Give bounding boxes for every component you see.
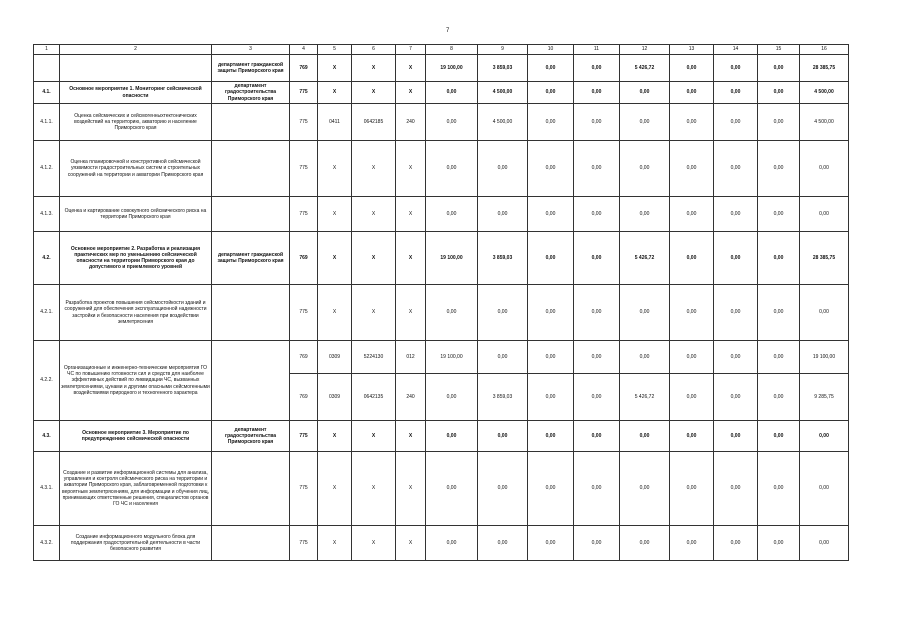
cell-value: 0,00	[670, 526, 714, 561]
cell-vr: X	[396, 55, 426, 82]
cell-cs: X	[352, 452, 396, 526]
activity-name	[60, 55, 212, 82]
responsible-department	[212, 197, 290, 232]
cell-value: 0,00	[758, 232, 800, 285]
cell-value: 0,00	[574, 82, 620, 104]
activity-name: Организационные и инженерно-технические мероприятия ГО ЧС по повышению готовности сил и средств для наиболее эффективных действий по ликвидации ЧС, вызванных землетрясениями, цунами и другими опасными сейсмогенными воздействиями природного и техногенного характера	[60, 341, 212, 421]
cell-cs: X	[352, 232, 396, 285]
cell-vr: X	[396, 421, 426, 452]
cell-value: 0,00	[758, 104, 800, 141]
cell-total: 19 100,00	[800, 341, 849, 374]
cell-value: 0,00	[758, 55, 800, 82]
cell-value: 0,00	[620, 285, 670, 341]
column-number-row	[34, 45, 849, 55]
table-row	[34, 104, 849, 141]
cell-value: 0,00	[670, 285, 714, 341]
cell-cs: 0642135	[352, 374, 396, 421]
cell-value: 0,00	[528, 232, 574, 285]
cell-value: 0,00	[426, 285, 478, 341]
cell-value: 0,00	[574, 285, 620, 341]
cell-grbs: 775	[290, 141, 318, 197]
table-row	[34, 421, 849, 452]
cell-grbs: 775	[290, 82, 318, 104]
cell-grbs: 769	[290, 341, 318, 374]
cell-value: 0,00	[758, 82, 800, 104]
table-row	[34, 197, 849, 232]
cell-cs: 0642185	[352, 104, 396, 141]
cell-value: 0,00	[620, 82, 670, 104]
cell-value: 0,00	[426, 421, 478, 452]
cell-value: 0,00	[478, 141, 528, 197]
cell-value: 0,00	[528, 285, 574, 341]
activity-name: Оценка планировочной и конструктивной сейсмической уязвимости градостроительных систем и строительных сооружений на территории и акватории Приморского края	[60, 141, 212, 197]
page-number: 7	[446, 28, 450, 34]
table-row	[34, 452, 849, 526]
cell-value: 0,00	[426, 374, 478, 421]
cell-value: 0,00	[670, 104, 714, 141]
responsible-department	[212, 285, 290, 341]
cell-total: 0,00	[800, 526, 849, 561]
cell-value: 0,00	[714, 526, 758, 561]
cell-rz: X	[318, 141, 352, 197]
cell-grbs: 775	[290, 526, 318, 561]
cell-cs: X	[352, 526, 396, 561]
cell-total: 9 285,75	[800, 374, 849, 421]
cell-value: 0,00	[714, 141, 758, 197]
cell-value: 0,00	[670, 82, 714, 104]
cell-cs: X	[352, 421, 396, 452]
column-header: 16	[800, 45, 849, 55]
cell-value: 0,00	[670, 232, 714, 285]
row-number: 4.1.1.	[34, 104, 60, 141]
cell-value: 0,00	[714, 452, 758, 526]
cell-value: 0,00	[426, 197, 478, 232]
cell-rz: 0309	[318, 341, 352, 374]
cell-value: 0,00	[670, 341, 714, 374]
column-header: 10	[528, 45, 574, 55]
cell-value: 0,00	[574, 232, 620, 285]
cell-value: 0,00	[758, 421, 800, 452]
row-number: 4.3.2.	[34, 526, 60, 561]
cell-value: 0,00	[528, 82, 574, 104]
cell-value: 0,00	[620, 341, 670, 374]
responsible-department	[212, 141, 290, 197]
cell-grbs: 769	[290, 55, 318, 82]
responsible-department	[212, 104, 290, 141]
column-header: 3	[212, 45, 290, 55]
cell-value: 0,00	[574, 104, 620, 141]
cell-value: 0,00	[478, 526, 528, 561]
responsible-department	[212, 452, 290, 526]
row-number	[34, 55, 60, 82]
activity-name: Основное мероприятие 2. Разработка и реализация практических мер по уменьшению сейсмической опасности на территории Приморского края до допустимого и приемлемого уровней	[60, 232, 212, 285]
cell-grbs: 775	[290, 452, 318, 526]
cell-value: 0,00	[714, 82, 758, 104]
column-header: 5	[318, 45, 352, 55]
row-number: 4.1.	[34, 82, 60, 104]
cell-value: 3 859,03	[478, 374, 528, 421]
cell-total: 0,00	[800, 285, 849, 341]
cell-rz: X	[318, 55, 352, 82]
cell-grbs: 775	[290, 104, 318, 141]
cell-value: 0,00	[478, 197, 528, 232]
cell-value: 0,00	[528, 197, 574, 232]
cell-value: 3 859,03	[478, 55, 528, 82]
column-header: 2	[60, 45, 212, 55]
cell-value: 0,00	[574, 141, 620, 197]
row-number: 4.1.2.	[34, 141, 60, 197]
cell-value: 0,00	[478, 421, 528, 452]
cell-grbs: 769	[290, 232, 318, 285]
cell-value: 0,00	[574, 341, 620, 374]
column-header: 4	[290, 45, 318, 55]
cell-rz: X	[318, 452, 352, 526]
cell-value: 0,00	[758, 141, 800, 197]
program-financing-table	[33, 44, 849, 561]
cell-value: 0,00	[758, 285, 800, 341]
cell-value: 0,00	[758, 374, 800, 421]
cell-value: 0,00	[670, 374, 714, 421]
cell-value: 0,00	[620, 197, 670, 232]
cell-value: 0,00	[714, 197, 758, 232]
column-header: 8	[426, 45, 478, 55]
activity-name: Оценка и картирование совокупного сейсмического риска на территории Приморского края	[60, 197, 212, 232]
cell-value: 0,00	[478, 285, 528, 341]
cell-rz: 0309	[318, 374, 352, 421]
table-row	[34, 526, 849, 561]
table-row	[34, 55, 849, 82]
column-header: 13	[670, 45, 714, 55]
cell-cs: X	[352, 141, 396, 197]
cell-vr: 012	[396, 341, 426, 374]
cell-value: 0,00	[620, 452, 670, 526]
cell-cs: X	[352, 82, 396, 104]
cell-value: 0,00	[574, 452, 620, 526]
cell-cs: 5224130	[352, 341, 396, 374]
cell-total: 28 385,75	[800, 55, 849, 82]
column-header: 9	[478, 45, 528, 55]
table-row	[34, 341, 849, 374]
column-header: 1	[34, 45, 60, 55]
cell-rz: X	[318, 526, 352, 561]
cell-value: 0,00	[670, 421, 714, 452]
table-row	[34, 82, 849, 104]
cell-vr: X	[396, 452, 426, 526]
responsible-department	[212, 526, 290, 561]
cell-value: 0,00	[528, 141, 574, 197]
cell-value: 0,00	[670, 141, 714, 197]
cell-rz: X	[318, 421, 352, 452]
cell-total: 0,00	[800, 141, 849, 197]
cell-value: 0,00	[714, 232, 758, 285]
responsible-department: департамент гражданской защиты Приморского края	[212, 55, 290, 82]
cell-value: 4 500,00	[478, 104, 528, 141]
cell-value: 3 859,03	[478, 232, 528, 285]
cell-rz: 0411	[318, 104, 352, 141]
cell-vr: X	[396, 232, 426, 285]
cell-value: 0,00	[528, 104, 574, 141]
cell-value: 5 426,72	[620, 232, 670, 285]
cell-value: 0,00	[426, 526, 478, 561]
column-header: 14	[714, 45, 758, 55]
cell-vr: X	[396, 526, 426, 561]
activity-name: Основное мероприятие 1. Мониторинг сейсмической опасности	[60, 82, 212, 104]
cell-vr: X	[396, 82, 426, 104]
cell-cs: X	[352, 55, 396, 82]
cell-value: 0,00	[528, 374, 574, 421]
cell-value: 0,00	[574, 421, 620, 452]
cell-value: 4 500,00	[478, 82, 528, 104]
cell-value: 5 426,72	[620, 374, 670, 421]
cell-value: 0,00	[426, 452, 478, 526]
row-number: 4.3.	[34, 421, 60, 452]
cell-total: 28 385,75	[800, 232, 849, 285]
table-row	[34, 232, 849, 285]
table-row	[34, 141, 849, 197]
cell-value: 0,00	[574, 197, 620, 232]
cell-total: 0,00	[800, 452, 849, 526]
cell-cs: X	[352, 197, 396, 232]
cell-total: 0,00	[800, 421, 849, 452]
cell-vr: X	[396, 197, 426, 232]
cell-cs: X	[352, 285, 396, 341]
cell-value: 19 100,00	[426, 55, 478, 82]
column-header: 11	[574, 45, 620, 55]
cell-value: 0,00	[574, 526, 620, 561]
cell-value: 0,00	[478, 341, 528, 374]
cell-grbs: 775	[290, 421, 318, 452]
cell-vr: X	[396, 141, 426, 197]
cell-value: 0,00	[758, 341, 800, 374]
cell-value: 0,00	[620, 104, 670, 141]
cell-value: 0,00	[528, 452, 574, 526]
cell-value: 0,00	[620, 526, 670, 561]
cell-value: 0,00	[528, 55, 574, 82]
activity-name: Оценка сейсмических и сейсмогенныхтектонических воздействий на территорию, акваторию и население Приморского края	[60, 104, 212, 141]
cell-value: 5 426,72	[620, 55, 670, 82]
cell-value: 0,00	[574, 55, 620, 82]
cell-value: 0,00	[758, 452, 800, 526]
responsible-department: департамент гражданской защиты Приморского края	[212, 232, 290, 285]
cell-value: 0,00	[620, 421, 670, 452]
cell-value: 0,00	[714, 341, 758, 374]
column-header: 15	[758, 45, 800, 55]
cell-total: 4 500,00	[800, 82, 849, 104]
cell-vr: 240	[396, 374, 426, 421]
cell-rz: X	[318, 197, 352, 232]
activity-name: Разработка проектов повышения сейсмостойкости зданий и сооружений для обеспечения эксплуатационной надежности застройки и безопасности населения при воздействии землетрясения	[60, 285, 212, 341]
cell-value: 0,00	[574, 374, 620, 421]
table-row	[34, 285, 849, 341]
cell-value: 0,00	[714, 55, 758, 82]
responsible-department: департамент градостроительства Приморского края	[212, 421, 290, 452]
cell-total: 4 500,00	[800, 104, 849, 141]
cell-value: 0,00	[528, 421, 574, 452]
cell-total: 0,00	[800, 197, 849, 232]
column-header: 7	[396, 45, 426, 55]
cell-grbs: 769	[290, 374, 318, 421]
activity-name: Основное мероприятие 3. Мероприятие по предупреждению сейсмической опасности	[60, 421, 212, 452]
cell-value: 0,00	[714, 104, 758, 141]
cell-value: 0,00	[758, 526, 800, 561]
column-header: 12	[620, 45, 670, 55]
cell-value: 0,00	[620, 141, 670, 197]
cell-value: 0,00	[714, 374, 758, 421]
cell-value: 0,00	[528, 526, 574, 561]
row-number: 4.2.	[34, 232, 60, 285]
cell-vr: 240	[396, 104, 426, 141]
cell-value: 0,00	[426, 141, 478, 197]
activity-name: Создание информационного модульного блока для поддержания градостроительной деятельности в части безопасного развития	[60, 526, 212, 561]
cell-value: 0,00	[528, 341, 574, 374]
cell-value: 0,00	[426, 104, 478, 141]
cell-value: 0,00	[478, 452, 528, 526]
cell-vr: X	[396, 285, 426, 341]
row-number: 4.3.1.	[34, 452, 60, 526]
row-number: 4.2.1.	[34, 285, 60, 341]
responsible-department: департамент градостроительства Приморского края	[212, 82, 290, 104]
cell-grbs: 775	[290, 197, 318, 232]
responsible-department	[212, 341, 290, 421]
row-number: 4.2.2.	[34, 341, 60, 421]
cell-value: 0,00	[670, 197, 714, 232]
cell-value: 0,00	[426, 82, 478, 104]
cell-rz: X	[318, 232, 352, 285]
cell-value: 19 100,00	[426, 232, 478, 285]
cell-value: 19 100,00	[426, 341, 478, 374]
cell-rz: X	[318, 285, 352, 341]
activity-name: Создание и развитие информационной системы для анализа, управления и контроля сейсмического риска на территории и акватории Приморского края, заблаговременной подготовки к вероятным землетрясениям, для информации и обучения лиц, принимающих ответственные решения, специалистов органов ГО ЧС и населения	[60, 452, 212, 526]
column-header: 6	[352, 45, 396, 55]
cell-value: 0,00	[670, 55, 714, 82]
row-number: 4.1.3.	[34, 197, 60, 232]
cell-value: 0,00	[714, 285, 758, 341]
cell-value: 0,00	[670, 452, 714, 526]
cell-rz: X	[318, 82, 352, 104]
cell-value: 0,00	[758, 197, 800, 232]
cell-value: 0,00	[714, 421, 758, 452]
cell-grbs: 775	[290, 285, 318, 341]
